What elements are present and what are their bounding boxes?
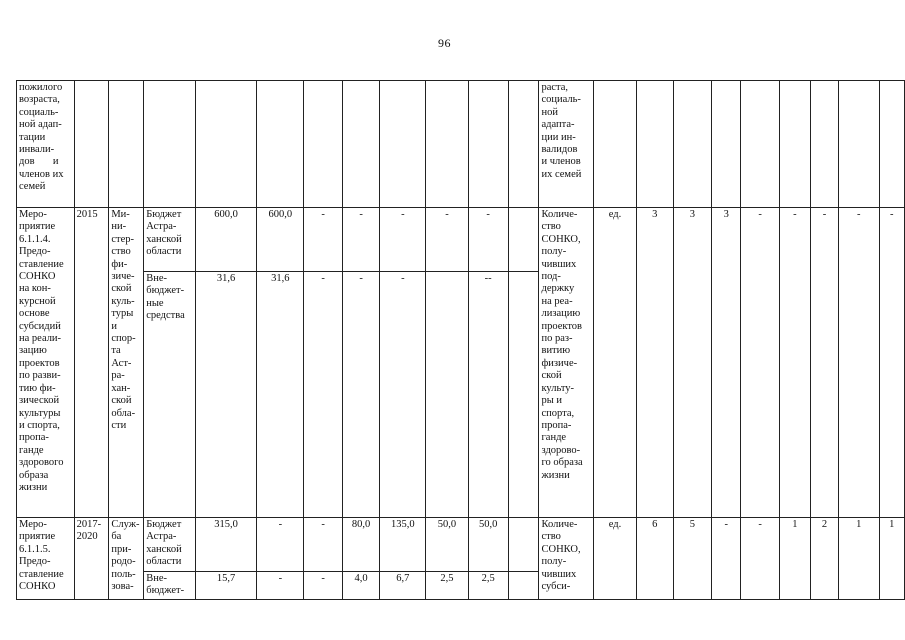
indicator-cell bbox=[539, 81, 594, 208]
indicator-value-cell: - bbox=[712, 518, 741, 600]
empty-cell bbox=[257, 81, 304, 208]
funding-total-cell: 600,0 bbox=[195, 208, 256, 272]
empty-cell bbox=[195, 81, 256, 208]
indicator-value-cell: 1 bbox=[839, 518, 880, 600]
period-text: 2017- 2020 bbox=[76, 519, 102, 543]
funding-2018-cell: - bbox=[380, 272, 426, 518]
indicator-cell bbox=[539, 208, 594, 518]
empty-cell bbox=[109, 81, 144, 208]
empty-cell bbox=[810, 81, 838, 208]
event-name-cell bbox=[17, 81, 75, 208]
period-text: 2015 bbox=[76, 209, 98, 220]
event-name-text: Меро- приятие 6.1.1.4. Предо- ставление СОНКО на кон- курсной основе субсидий на реали- зацию проектов по разви- тию фи- зической культуры и спорта, пропа- ганде здорового образа жизни bbox=[19, 209, 64, 493]
funding-2015-cell: 31,6 bbox=[257, 272, 304, 518]
funding-2018-cell: - bbox=[380, 208, 426, 272]
unit-cell: ед. bbox=[594, 208, 637, 518]
funding-2018-cell: 6,7 bbox=[380, 572, 426, 600]
funding-2019-cell: - bbox=[426, 208, 468, 272]
executor-cell bbox=[109, 518, 144, 600]
empty-cell bbox=[508, 518, 539, 572]
indicator-value-cell: - bbox=[810, 208, 838, 518]
funding-2015-cell: 600,0 bbox=[257, 208, 304, 272]
indicator-value-cell: - bbox=[879, 208, 904, 518]
indicator-text: Количе- ство СОНКО, полу- чивших под- держку на реа- лизацию проектов по раз- витию физиче- ской культу- ры и спорта, пропа- ганде здорово- го образа жизни bbox=[541, 209, 583, 481]
funding-source-text: Бюджет Астра- ханской области bbox=[146, 209, 182, 258]
empty-cell bbox=[508, 272, 539, 518]
empty-cell bbox=[636, 81, 673, 208]
executor-cell bbox=[109, 208, 144, 518]
indicator-value-cell: 3 bbox=[712, 208, 741, 518]
funding-2020-cell: 50,0 bbox=[468, 518, 508, 572]
funding-2018-cell: 135,0 bbox=[380, 518, 426, 572]
event-name-text: пожилого возраста, социаль- ной адап- тации инвали- дов и членов их семей bbox=[19, 82, 64, 193]
period-cell bbox=[74, 208, 109, 518]
empty-cell bbox=[741, 81, 780, 208]
funding-source-text: Вне- бюджет- ные средства bbox=[146, 273, 185, 322]
funding-source-text: Бюджет Астра- ханской области bbox=[146, 519, 182, 568]
funding-2019-cell bbox=[426, 272, 468, 518]
funding-2017-cell: - bbox=[342, 208, 379, 272]
empty-cell bbox=[508, 208, 539, 272]
unit-cell: ед. bbox=[594, 518, 637, 600]
funding-2020-cell: 2,5 bbox=[468, 572, 508, 600]
empty-cell bbox=[673, 81, 712, 208]
period-cell bbox=[74, 518, 109, 600]
empty-cell bbox=[508, 572, 539, 600]
funding-2015-cell: - bbox=[257, 572, 304, 600]
empty-cell bbox=[712, 81, 741, 208]
event-name-text: Меро- приятие 6.1.1.5. Предо- ставление СОНКО bbox=[19, 519, 64, 593]
empty-cell bbox=[779, 81, 810, 208]
funding-source-cell bbox=[144, 272, 196, 518]
funding-2016-cell: - bbox=[304, 518, 343, 572]
empty-cell bbox=[594, 81, 637, 208]
empty-cell bbox=[879, 81, 904, 208]
indicator-value-cell: 2 bbox=[810, 518, 838, 600]
indicator-value-cell: 1 bbox=[879, 518, 904, 600]
indicator-value-cell: - bbox=[741, 208, 780, 518]
funding-2015-cell: - bbox=[257, 518, 304, 572]
indicator-value-cell: 6 bbox=[636, 518, 673, 600]
page-number: 96 bbox=[438, 36, 451, 50]
event-name-cell bbox=[17, 208, 75, 518]
empty-cell bbox=[468, 81, 508, 208]
event-name-cell bbox=[17, 518, 75, 600]
executor-text: Служ- ба при- родо- поль- зова- bbox=[111, 519, 140, 593]
indicator-value-cell: 5 bbox=[673, 518, 712, 600]
empty-cell bbox=[342, 81, 379, 208]
empty-cell bbox=[508, 81, 539, 208]
funding-2017-cell: 80,0 bbox=[342, 518, 379, 572]
funding-2017-cell: 4,0 bbox=[342, 572, 379, 600]
funding-total-cell: 15,7 bbox=[195, 572, 256, 600]
funding-source-cell bbox=[144, 518, 196, 572]
funding-2016-cell: - bbox=[304, 272, 343, 518]
empty-cell bbox=[144, 81, 196, 208]
funding-total-cell: 31,6 bbox=[195, 272, 256, 518]
funding-2017-cell: - bbox=[342, 272, 379, 518]
empty-cell bbox=[304, 81, 343, 208]
indicator-value-cell: 3 bbox=[673, 208, 712, 518]
empty-cell bbox=[74, 81, 109, 208]
funding-total-cell: 315,0 bbox=[195, 518, 256, 572]
table-row-event-1-budget bbox=[17, 208, 905, 272]
indicator-value-cell: 3 bbox=[636, 208, 673, 518]
empty-cell bbox=[380, 81, 426, 208]
indicator-text: раста, социаль- ной адапта- ции ин- валидов и членов их семей bbox=[541, 82, 582, 180]
indicator-value-cell: - bbox=[839, 208, 880, 518]
funding-source-text: Вне- бюджет- bbox=[146, 573, 185, 597]
executor-text: Ми- ни- стер- ство фи- зиче- ской куль- туры и спор- та Аст- ра- хан- ской обла- сти bbox=[111, 209, 136, 431]
indicator-value-cell: 1 bbox=[779, 518, 810, 600]
table-row-continuation bbox=[17, 81, 905, 208]
indicator-value-cell: - bbox=[741, 518, 780, 600]
funding-source-cell bbox=[144, 208, 196, 272]
indicator-cell bbox=[539, 518, 594, 600]
empty-cell bbox=[839, 81, 880, 208]
funding-2016-cell: - bbox=[304, 208, 343, 272]
indicator-text: Количе- ство СОНКО, полу- чивших субси- bbox=[541, 519, 581, 593]
funding-2019-cell: 2,5 bbox=[426, 572, 468, 600]
program-events-table bbox=[16, 80, 905, 600]
funding-source-cell bbox=[144, 572, 196, 600]
funding-2020-cell: -- bbox=[468, 272, 508, 518]
funding-2016-cell: - bbox=[304, 572, 343, 600]
empty-cell bbox=[426, 81, 468, 208]
funding-2020-cell: - bbox=[468, 208, 508, 272]
table-row-event-2-budget bbox=[17, 518, 905, 572]
funding-2019-cell: 50,0 bbox=[426, 518, 468, 572]
indicator-value-cell: - bbox=[779, 208, 810, 518]
